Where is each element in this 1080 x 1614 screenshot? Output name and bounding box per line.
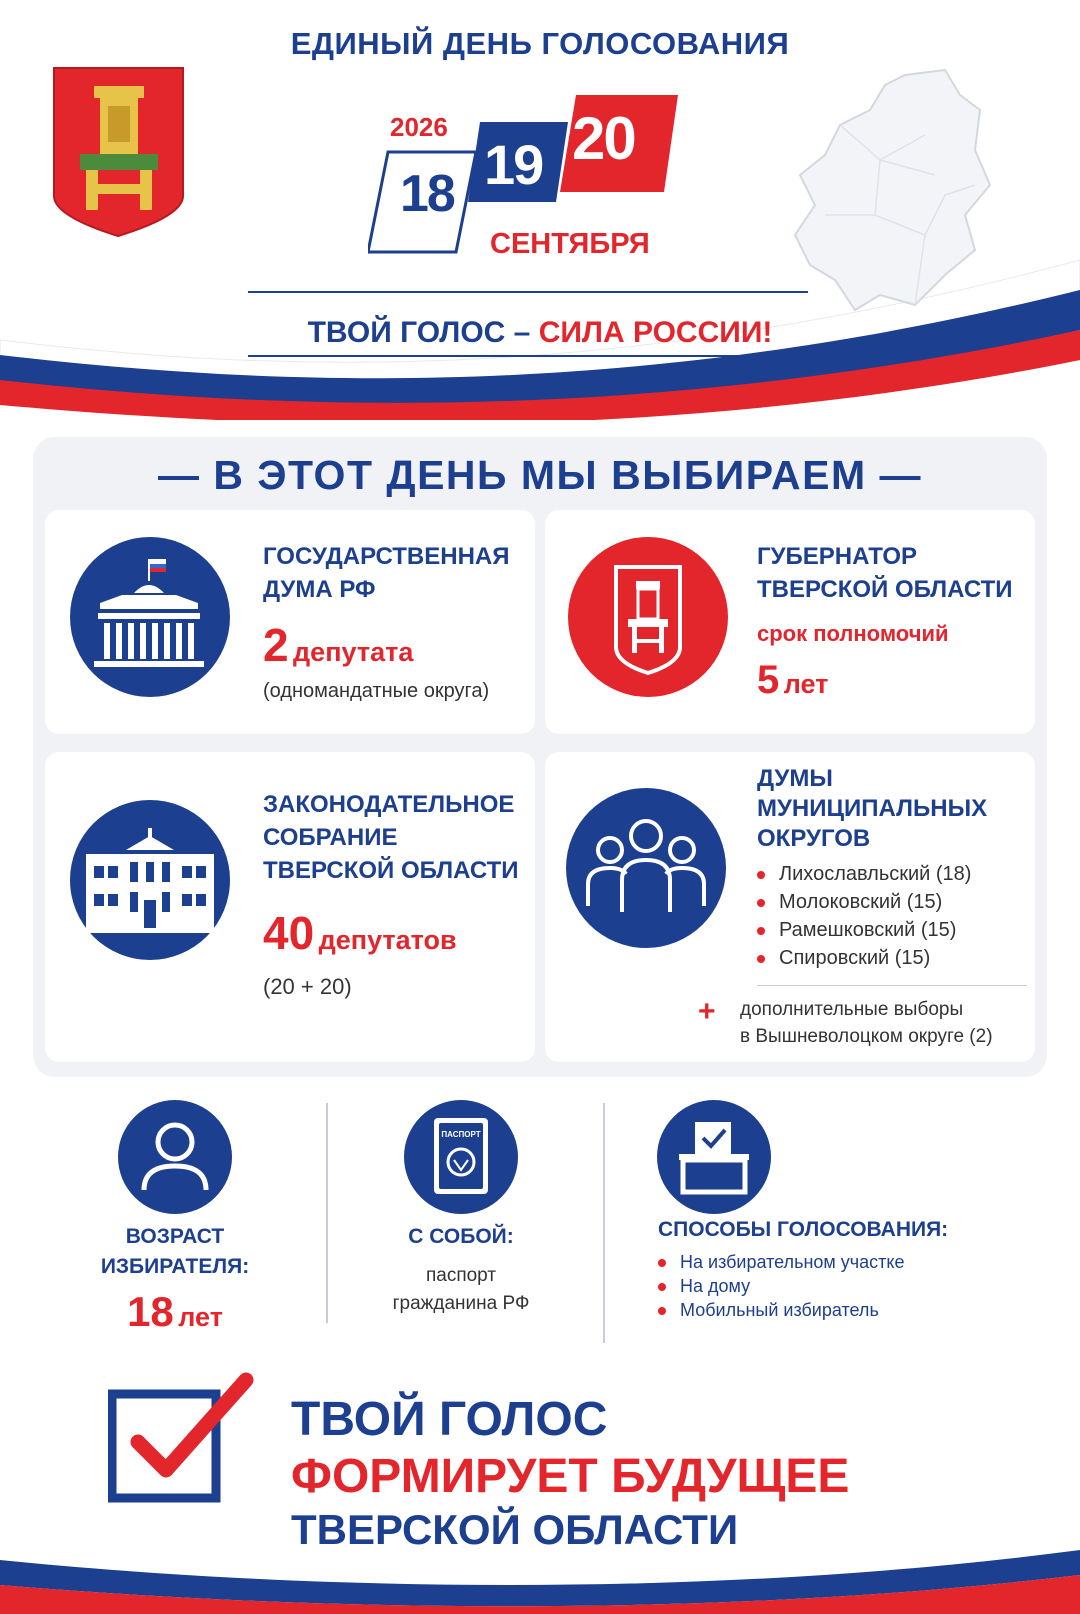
passport-icon bbox=[404, 1100, 518, 1214]
assembly-number: 40 bbox=[263, 907, 315, 959]
municipal-list bbox=[757, 860, 971, 972]
list-item: Молоковский (15) bbox=[757, 888, 971, 916]
bring-label: С СОБОЙ: bbox=[408, 1225, 514, 1248]
bring-text bbox=[341, 1262, 581, 1318]
section-title: — В ЭТОТ ДЕНЬ МЫ ВЫБИРАЕМ — bbox=[157, 452, 923, 498]
state-duma-icon-circle bbox=[70, 537, 230, 697]
governor-icon-circle bbox=[568, 537, 728, 697]
municipal-icon-circle bbox=[566, 788, 726, 948]
list-item: На избирательном участке bbox=[658, 1250, 905, 1274]
list-item: Спировский (15) bbox=[757, 944, 971, 972]
age-icon-circle bbox=[118, 1100, 232, 1214]
age-label-line2: ИЗБИРАТЕЛЯ: bbox=[100, 1255, 250, 1278]
assembly-note: (20 + 20) bbox=[263, 974, 352, 999]
assembly-unit: депутатов bbox=[318, 925, 457, 955]
day-18: 18 bbox=[400, 165, 454, 223]
bring-line1: паспорт bbox=[425, 1265, 497, 1286]
list-item: Лихославльский (18) bbox=[757, 860, 971, 888]
governor-number: 5 bbox=[757, 658, 780, 702]
age-label-line1: ВОЗРАСТ bbox=[125, 1225, 225, 1248]
month-label: СЕНТЯБРЯ bbox=[490, 228, 650, 260]
day-20: 20 bbox=[572, 105, 635, 172]
governor-term bbox=[757, 658, 828, 703]
footer-line1: ТВОЙ ГОЛОС bbox=[291, 1393, 608, 1446]
assembly-title-line1: ЗАКОНОДАТЕЛЬНОЕ bbox=[263, 791, 515, 818]
methods-list bbox=[658, 1250, 905, 1322]
slogan bbox=[0, 316, 1080, 350]
info-divider-1 bbox=[326, 1103, 328, 1323]
legislative-icon-circle bbox=[70, 800, 230, 960]
duma-title bbox=[263, 540, 510, 606]
footer-line2: ФОРМИРУЕТ БУДУЩЕЕ bbox=[291, 1450, 850, 1503]
checkbox-check-icon bbox=[108, 1372, 258, 1512]
municipal-title bbox=[757, 764, 987, 854]
ballot-icon-circle bbox=[657, 1100, 771, 1214]
slogan-rule-top bbox=[248, 291, 808, 293]
bullet-icon bbox=[658, 1283, 666, 1291]
coat-of-arms-icon bbox=[52, 66, 185, 238]
methods-label: СПОСОБЫ ГОЛОСОВАНИЯ: bbox=[658, 1218, 949, 1241]
duma-count bbox=[263, 618, 413, 672]
age-number: 18 bbox=[127, 1288, 174, 1335]
age-unit: лет bbox=[178, 1302, 223, 1332]
region-map-icon bbox=[785, 65, 1005, 325]
state-duma-building-icon bbox=[70, 537, 230, 697]
info-divider-2 bbox=[603, 1103, 605, 1343]
municipal-divider bbox=[757, 985, 1027, 986]
duma-number: 2 bbox=[263, 619, 289, 671]
municipal-title-line2: МУНИЦИПАЛЬНЫХ bbox=[757, 795, 988, 822]
header-title: ЕДИНЫЙ ДЕНЬ ГОЛОСОВАНИЯ bbox=[290, 26, 790, 61]
plus-icon: + bbox=[698, 995, 716, 1028]
slogan-part2: СИЛА РОССИИ! bbox=[538, 316, 773, 349]
list-item: На дому bbox=[658, 1274, 905, 1298]
legislative-building-icon bbox=[70, 800, 230, 960]
passport-icon-circle bbox=[404, 1100, 518, 1214]
assembly-title bbox=[263, 788, 519, 887]
footer-line3: ТВЕРСКОЙ ОБЛАСТИ bbox=[291, 1506, 739, 1553]
people-group-icon bbox=[566, 788, 726, 948]
municipal-title-line1: ДУМЫ bbox=[757, 765, 833, 792]
list-item: Мобильный избиратель bbox=[658, 1298, 905, 1322]
bullet-icon bbox=[757, 927, 765, 935]
bullet-icon bbox=[658, 1259, 666, 1267]
municipal-title-line3: ОКРУГОВ bbox=[757, 825, 871, 852]
age-value bbox=[75, 1288, 275, 1336]
governor-title-line2: ТВЕРСКОЙ ОБЛАСТИ bbox=[757, 576, 1013, 603]
person-icon bbox=[118, 1100, 232, 1214]
assembly-title-line2: СОБРАНИЕ bbox=[263, 824, 398, 851]
governor-title-line1: ГУБЕРНАТОР bbox=[757, 543, 918, 570]
assembly-count bbox=[263, 906, 457, 960]
additional-elections-line2: в Вышневолоцком округе (2) bbox=[740, 1026, 993, 1047]
throne-emblem-icon bbox=[568, 537, 728, 697]
bullet-icon bbox=[757, 955, 765, 963]
duma-note: (одномандатные округа) bbox=[263, 680, 490, 702]
bullet-icon bbox=[658, 1307, 666, 1315]
ballot-box-icon bbox=[657, 1100, 771, 1214]
day-19: 19 bbox=[484, 133, 543, 196]
list-item: Рамешковский (15) bbox=[757, 916, 971, 944]
duma-title-line2: ДУМА РФ bbox=[263, 576, 376, 603]
slogan-rule-bottom bbox=[248, 355, 808, 357]
duma-title-line1: ГОСУДАРСТВЕННАЯ bbox=[263, 543, 510, 570]
svg-text:ПАСПОРТ: ПАСПОРТ bbox=[441, 1130, 481, 1139]
year-label: 2026 bbox=[390, 112, 448, 142]
additional-elections bbox=[740, 996, 993, 1050]
duma-unit: депутата bbox=[293, 637, 414, 667]
governor-unit: лет bbox=[783, 669, 829, 699]
age-label bbox=[75, 1222, 275, 1282]
slogan-part1: ТВОЙ ГОЛОС – bbox=[307, 316, 539, 349]
additional-elections-line1: дополнительные выборы bbox=[740, 999, 964, 1020]
assembly-title-line3: ТВЕРСКОЙ ОБЛАСТИ bbox=[263, 857, 519, 884]
bring-line2: гражданина РФ bbox=[392, 1293, 530, 1314]
bullet-icon bbox=[757, 871, 765, 879]
governor-term-label: срок полномочий bbox=[757, 621, 949, 646]
bullet-icon bbox=[757, 899, 765, 907]
flag-wave-footer bbox=[0, 1530, 1080, 1614]
governor-title bbox=[757, 540, 1013, 606]
